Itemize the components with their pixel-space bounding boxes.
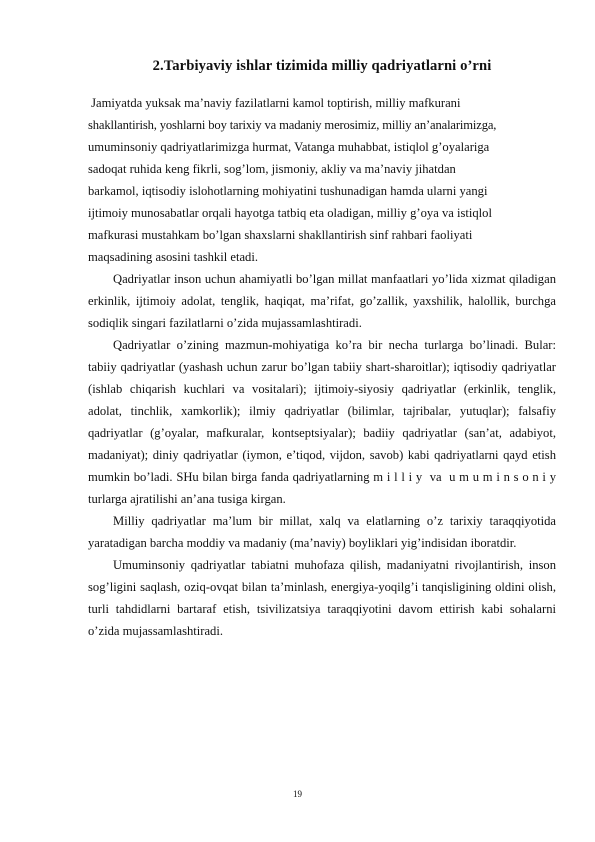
paragraph-1-line: barkamol, iqtisodiy islohotlarning mohiyatini tushunadigan hamda ularni yangi: [88, 184, 488, 198]
paragraph-2: Qadriyatlar inson uchun ahamiyatli bo’lgan millat manfaatlari yo’lida xizmat qiladigan erkinlik, ijtimoiy adolat, tenglik, haqiqat, ma’rifat, go’zallik, yaxshilik, halollik, burchga sodiqlik singari fazilatlarni o’zida mujassamlashtiradi.: [88, 272, 556, 330]
paragraph-3-spaced-text: m i l l i y va u m u m i n s o n i y: [373, 470, 556, 484]
paragraph-5: Umuminsoniy qadriyatlar tabiatni muhofaza qilish, madaniyatni rivojlantirish, inson sog’ligini saqlash, oziq-ovqat bilan ta’minlash, energiya-yoqilg’i tanqisligining oldini olish, turli tahdidlarni bartaraf etish, tsivilizatsiya taraqqiyotini davom ettirish kabi sohalarni o’zida mujassamlashtiradi.: [88, 558, 556, 638]
paragraph-1-line: mafkurasi mustahkam bo’lgan shaxslarni shakllantirish sinf rahbari faoliyati: [88, 228, 473, 242]
paragraph-3-text: Qadriyatlar o’zining mazmun-mohiyatiga ko’ra bir necha turlarga bo’linadi. Bular: tabiiy qadriyatlar (yashash uchun zarur bo’lgan tabiiy shart-sharoitlar); iqtisodiy qadriyatlar (ishlab chiqarish kuchlari va vositalari); ijtimoiy-siyosiy qadriyatlar (erkinlik, tenglik, adolat, tinchlik, xamkorlik); ilmiy qadriyatlar (bilimlar, tajribalar, yutuqlar); falsafiy qadriyatlar (g’oyalar, mafkuralar, kontseptsiyalar); badiiy qadriyatlar (san’at, adabiyot, madaniyat); diniy qadriyatlar (iymon, e’tiqod, vijdon, savob) kabi qadriyatlarni qayd etish mumkin bo’ladi. SHu bilan birga fanda qadriyatlarning: [88, 338, 556, 484]
paragraph-1-line: ijtimoiy munosabatlar orqali hayotga tatbiq eta oladigan, milliy g’oya va istiqlol: [88, 206, 492, 220]
paragraph-4: Milliy qadriyatlar ma’lum bir millat, xalq va elatlarning o’z tarixiy taraqqiyotida yaratadigan barcha moddiy va madaniy (ma’naviy) boyliklari yig’indisidan iboratdir.: [88, 514, 556, 550]
page-number: 19: [293, 789, 302, 799]
paragraph-1-line: maqsadining asosini tashkil etadi.: [88, 250, 258, 264]
paragraph-3-text-end: turlarga ajratilishi an’ana tusiga kirgan.: [88, 492, 286, 506]
paragraph-1-line: Jamiyatda yuksak ma’naviy fazilatlarni kamol toptirish, milliy mafkurani: [88, 96, 461, 110]
paragraph-1-line: umuminsoniy qadriyatlarimizga hurmat, Vatanga muhabbat, istiqlol g’oyalariga: [88, 140, 490, 154]
paragraph-3: [88, 334, 556, 510]
document-body: [88, 92, 556, 642]
paragraph-1: [88, 92, 556, 268]
paragraph-1-line: sadoqat ruhida keng fikrli, sog’lom, jismoniy, akliy va ma’naviy jihatdan: [88, 162, 456, 176]
paragraph-1-line: shakllantirish, yoshlarni boy tarixiy va madaniy merosimiz, milliy an’analarimizga,: [88, 118, 497, 132]
section-title: 2.Tarbiyaviy ishlar tizimida milliy qadriyatlarni o’rni: [152, 58, 492, 74]
